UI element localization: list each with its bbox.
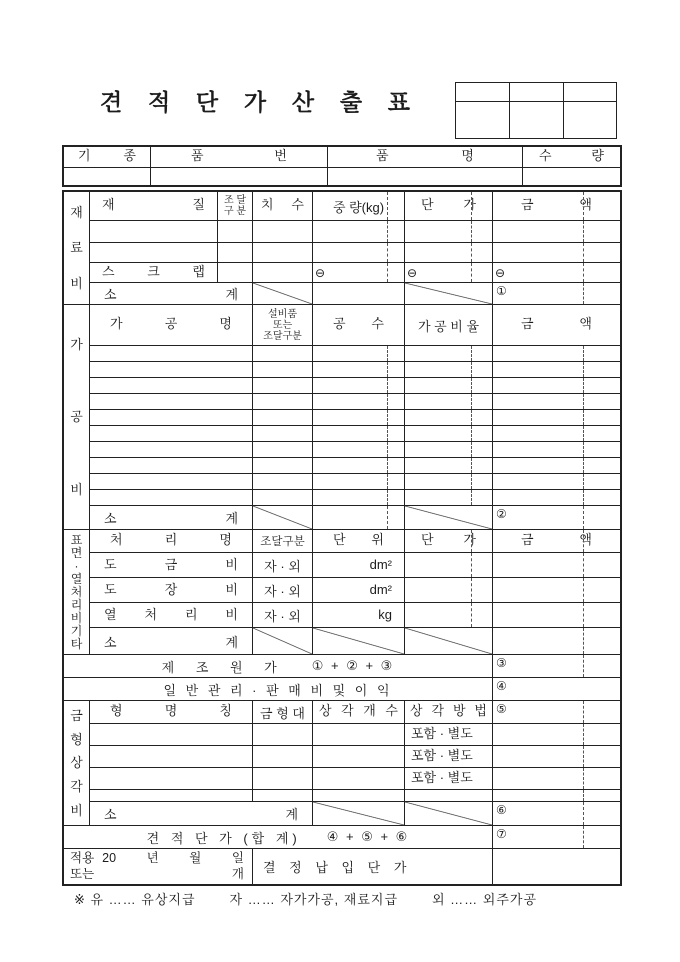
empty-cell — [90, 346, 252, 361]
empty-cell — [312, 746, 404, 767]
empty-cell — [492, 746, 620, 767]
empty-cell — [90, 746, 252, 767]
stamp-cell — [456, 83, 509, 101]
empty-cell — [492, 378, 620, 393]
quotation-total-row — [64, 825, 620, 848]
treatment-name: 열 처 리 비 — [104, 607, 238, 622]
empty-cell — [312, 458, 404, 473]
mold-subtotal-amount — [492, 802, 620, 825]
manufacturing-cost-label: 제 조 원 가 ① + ② + ③ — [161, 658, 395, 675]
empty-cell — [312, 506, 404, 529]
part-info-table — [62, 145, 622, 187]
empty-cell — [404, 458, 492, 473]
procurement-value: 자 · 외 — [252, 578, 312, 602]
empty-cell — [492, 362, 620, 377]
painting-cost-row — [90, 577, 620, 602]
empty-cell — [312, 243, 404, 262]
empty-cell — [492, 426, 620, 441]
quotation-total-label: 견 적 단 가 (합 계) ④ + ⑤ + ⑥ — [146, 829, 410, 846]
material-name-header: 재 질 — [102, 197, 205, 212]
empty-cell — [90, 243, 217, 262]
admin-sales-profit-label: 일 반 관 리 · 판 매 비 및 이 익 — [163, 682, 393, 698]
admin-sales-profit-row — [64, 677, 620, 700]
mold-entry-row — [90, 723, 620, 745]
method-option: 포함 · 별도 — [404, 768, 492, 789]
page-title: 견 적 단 가 산 출 표 — [99, 90, 421, 115]
empty-cell — [492, 603, 620, 627]
subtotal-label: 소 계 — [104, 511, 238, 526]
circled-number: ⑦ — [496, 827, 507, 841]
processing-subtotal-amount — [492, 506, 620, 529]
empty-cell — [252, 263, 312, 282]
mold-entry-row — [90, 767, 620, 789]
circled-minus-icon: ⊖ — [407, 265, 418, 280]
cost-calculation-table — [62, 190, 622, 886]
empty-cell — [404, 442, 492, 457]
empty-cell — [312, 221, 404, 242]
formula: ④ + ⑤ + ⑥ — [326, 829, 410, 844]
empty-cell — [492, 394, 620, 409]
empty-cell — [404, 243, 492, 262]
empty-cell — [404, 578, 492, 602]
processing-entry-row — [90, 473, 620, 489]
process-name-header: 가 공 명 — [110, 316, 232, 331]
circled-minus-icon: ⊖ — [495, 265, 506, 280]
diagonal-strike-cell — [252, 283, 312, 304]
empty-cell — [252, 378, 312, 393]
stamp-cell — [509, 83, 562, 101]
empty-cell — [90, 362, 252, 377]
processing-entry-row — [90, 361, 620, 377]
plating-cost-row — [90, 552, 620, 577]
diagonal-strike-cell — [252, 628, 312, 654]
circled-number: ② — [496, 507, 507, 521]
material-cost-section — [64, 192, 620, 304]
processing-section-label: 가 공 비 — [64, 305, 90, 529]
stamp-cell — [456, 101, 509, 138]
surface-header-row — [90, 530, 620, 552]
empty-cell — [404, 790, 492, 801]
processing-entry-row — [90, 345, 620, 361]
empty-cell — [492, 221, 620, 242]
empty-cell — [312, 768, 404, 789]
surface-treatment-section — [64, 529, 620, 654]
subtotal-label: 소 계 — [104, 807, 298, 822]
empty-cell — [312, 394, 404, 409]
material-entry-row — [90, 242, 620, 262]
empty-cell — [90, 394, 252, 409]
empty-cell — [312, 410, 404, 425]
empty-cell — [90, 378, 252, 393]
unit-value: dm² — [312, 578, 404, 602]
stamp-cell — [563, 83, 616, 101]
scrap-amount-cell — [492, 263, 620, 282]
part-number-cell — [150, 168, 327, 185]
material-entry-row — [90, 220, 620, 242]
empty-cell — [90, 442, 252, 457]
empty-cell — [90, 790, 252, 801]
legend-self-processing: 자 …… 자가가공, 재료지급 — [229, 892, 399, 907]
procurement-value: 자 · 외 — [252, 553, 312, 577]
application-date-row — [64, 848, 620, 884]
mold-section-label: 금 형 상 각 비 — [64, 701, 90, 825]
unit-header: 단 위 — [312, 530, 404, 552]
manufacturing-cost-row — [64, 654, 620, 677]
circled-number: ④ — [496, 679, 507, 693]
mold-depreciation-section — [64, 700, 620, 825]
empty-cell — [90, 458, 252, 473]
amount-header: 금 액 — [492, 530, 620, 552]
mold-entry-row — [90, 745, 620, 767]
processing-cost-section — [64, 304, 620, 529]
empty-cell — [404, 603, 492, 627]
processing-rate-header: 가 공 비 율 — [404, 305, 492, 345]
empty-cell — [217, 221, 252, 242]
decision-delivery-price-cell — [492, 849, 620, 884]
subtotal-label: 소 계 — [104, 634, 238, 650]
scrap-weight-cell — [312, 263, 404, 282]
empty-cell — [252, 410, 312, 425]
scrap-row — [90, 262, 620, 282]
circled-number: ⑥ — [496, 803, 507, 817]
unit-count-label: 개 — [231, 867, 244, 881]
mold-name-header: 형 명 칭 — [110, 703, 232, 718]
procurement-header: 조달구분 — [252, 530, 312, 552]
size-header: 치 수 — [252, 192, 312, 220]
empty-cell — [404, 474, 492, 489]
material-subtotal-row — [90, 282, 620, 304]
machine-type-header: 기 종 — [78, 148, 136, 163]
empty-cell — [312, 362, 404, 377]
empty-cell — [252, 394, 312, 409]
machine-type-cell — [64, 168, 150, 185]
apply-or-label: 적용 또는 — [70, 851, 95, 881]
empty-cell — [404, 426, 492, 441]
surface-section-label: 표 면 · 열 처 리 비 기 타 — [64, 530, 90, 654]
part-name-header: 품 명 — [327, 147, 522, 167]
quantity-cell — [522, 168, 620, 185]
empty-cell — [252, 442, 312, 457]
processing-entry-row — [90, 441, 620, 457]
depreciation-count-header: 상 각 개 수 — [312, 701, 404, 723]
empty-cell — [252, 768, 312, 789]
manufacturing-cost-amount — [492, 655, 620, 677]
part-name-cell — [327, 168, 522, 185]
diagonal-strike-cell — [404, 506, 492, 529]
empty-cell — [252, 346, 312, 361]
equipment-procurement-header: 설비품 또는 조달구분 — [252, 305, 312, 345]
empty-cell — [252, 221, 312, 242]
empty-cell — [312, 283, 404, 304]
mold-base-header: 금 형 대 — [252, 701, 312, 723]
empty-cell — [404, 346, 492, 361]
empty-cell — [312, 724, 404, 745]
mold-header-amount — [492, 701, 620, 723]
amount-header: 금 액 — [492, 192, 620, 220]
processing-entry-row — [90, 377, 620, 393]
empty-cell — [404, 490, 492, 505]
admin-sales-profit-amount — [492, 678, 620, 700]
empty-cell — [217, 263, 252, 282]
approval-stamp-box — [455, 82, 617, 139]
mold-subtotal-row — [90, 801, 620, 825]
surface-subtotal-row — [90, 627, 620, 654]
empty-cell — [492, 490, 620, 505]
empty-cell — [252, 746, 312, 767]
man-hours-header: 공 수 — [312, 305, 404, 345]
formula: ① + ② + ③ — [311, 658, 395, 673]
empty-cell — [492, 346, 620, 361]
stamp-cell — [563, 101, 616, 138]
material-section-label: 재 료 비 — [64, 192, 90, 304]
empty-cell — [90, 490, 252, 505]
empty-cell — [492, 474, 620, 489]
subtotal-label: 소 계 — [104, 287, 238, 302]
empty-cell — [90, 474, 252, 489]
empty-cell — [312, 474, 404, 489]
empty-cell — [252, 790, 312, 801]
amount-header: 금 액 — [492, 305, 620, 345]
empty-cell — [404, 410, 492, 425]
heat-treatment-cost-row — [90, 602, 620, 627]
empty-cell — [492, 410, 620, 425]
processing-entry-row — [90, 409, 620, 425]
empty-cell — [404, 394, 492, 409]
empty-cell — [492, 458, 620, 473]
date-fields — [94, 851, 246, 882]
empty-cell — [312, 442, 404, 457]
empty-cell — [90, 768, 252, 789]
info-header-row — [64, 147, 620, 167]
empty-cell — [492, 243, 620, 262]
treatment-name: 도 장 비 — [104, 582, 238, 597]
stamp-cell — [509, 101, 562, 138]
procurement-header: 조 달 구 분 — [217, 192, 252, 220]
empty-cell — [404, 362, 492, 377]
unit-price-header: 단 가 — [404, 192, 492, 220]
circled-number: ⑤ — [496, 702, 507, 716]
diagonal-strike-cell — [404, 802, 492, 825]
circled-minus-icon: ⊖ — [315, 265, 326, 280]
diagonal-strike-cell — [312, 802, 404, 825]
empty-cell — [492, 578, 620, 602]
mold-entry-row — [90, 789, 620, 801]
part-number-header: 품 번 — [150, 147, 327, 167]
processing-entry-row — [90, 489, 620, 505]
empty-cell — [252, 458, 312, 473]
empty-cell — [404, 378, 492, 393]
depreciation-method-header: 상 각 방 법 — [404, 701, 492, 723]
empty-cell — [90, 426, 252, 441]
info-value-row — [64, 167, 620, 185]
material-subtotal-amount — [492, 283, 620, 304]
application-date-cell — [64, 849, 252, 884]
empty-cell — [492, 724, 620, 745]
processing-entry-row — [90, 457, 620, 473]
material-header-row — [90, 192, 620, 220]
date-line: 20 년 월 일 — [102, 851, 244, 865]
decision-delivery-price-label: 결 정 납 입 단 가 — [252, 849, 492, 884]
empty-cell — [312, 426, 404, 441]
quotation-total-amount — [492, 826, 620, 848]
unit-price-header: 단 가 — [404, 530, 492, 552]
treatment-name: 도 금 비 — [104, 557, 238, 572]
empty-cell — [312, 790, 404, 801]
processing-entry-row — [90, 393, 620, 409]
unit-value: dm² — [312, 553, 404, 577]
circled-number: ③ — [496, 656, 507, 670]
quantity-header: 수 량 — [522, 147, 620, 167]
empty-cell — [90, 221, 217, 242]
diagonal-strike-cell — [404, 628, 492, 654]
processing-subtotal-row — [90, 505, 620, 529]
empty-cell — [404, 221, 492, 242]
weight-header: 중 량(kg) — [312, 192, 404, 220]
empty-cell — [492, 442, 620, 457]
scrap-price-cell — [404, 263, 492, 282]
scrap-label: 스 크 랩 — [102, 264, 205, 279]
empty-cell — [252, 490, 312, 505]
unit-value: kg — [312, 603, 404, 627]
empty-cell — [492, 790, 620, 801]
circled-number: ① — [496, 284, 507, 298]
surface-subtotal-amount — [492, 628, 620, 654]
empty-cell — [312, 490, 404, 505]
empty-cell — [90, 724, 252, 745]
empty-cell — [492, 768, 620, 789]
empty-cell — [404, 553, 492, 577]
empty-cell — [252, 724, 312, 745]
mold-header-row — [90, 701, 620, 723]
empty-cell — [252, 243, 312, 262]
diagonal-strike-cell — [404, 283, 492, 304]
empty-cell — [90, 410, 252, 425]
processing-header-row — [90, 305, 620, 345]
empty-cell — [312, 346, 404, 361]
empty-cell — [217, 243, 252, 262]
procurement-value: 자 · 외 — [252, 603, 312, 627]
treatment-name-header: 처 리 명 — [110, 532, 232, 547]
method-option: 포함 · 별도 — [404, 724, 492, 745]
empty-cell — [252, 362, 312, 377]
processing-entry-row — [90, 425, 620, 441]
method-option: 포함 · 별도 — [404, 746, 492, 767]
legend-paid-supply: ※ 유 …… 유상지급 — [74, 892, 196, 907]
diagonal-strike-cell — [312, 628, 404, 654]
empty-cell — [252, 426, 312, 441]
empty-cell — [312, 378, 404, 393]
diagonal-strike-cell — [252, 506, 312, 529]
legend-note — [74, 889, 537, 908]
empty-cell — [252, 474, 312, 489]
legend-outsourced: 외 …… 외주가공 — [432, 892, 538, 907]
empty-cell — [492, 553, 620, 577]
